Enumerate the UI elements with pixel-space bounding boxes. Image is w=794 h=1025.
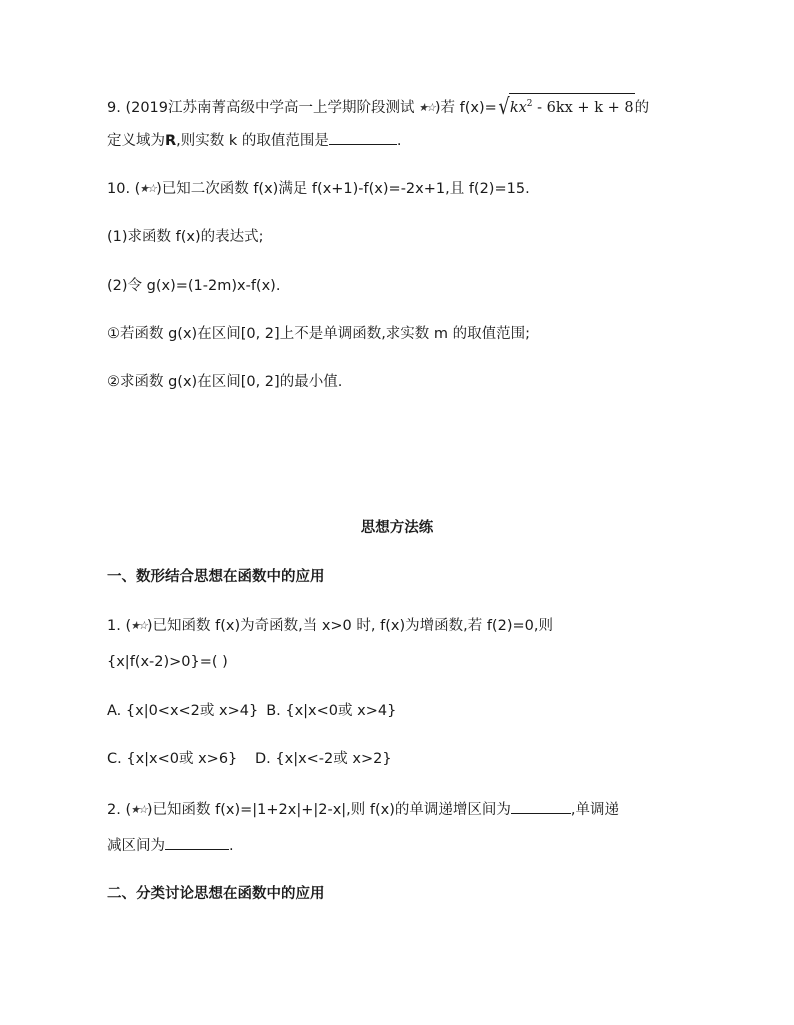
answer-blank <box>511 799 571 814</box>
problem-10-sub-1: ①若函数 g(x)在区间[0, 2]上不是单调函数,求实数 m 的取值范围; <box>107 326 531 342</box>
section-title: 思想方法练 <box>360 520 434 536</box>
option-b: B. {x|x<0或 x>4} <box>266 703 397 719</box>
problem-10-sub-2: ②求函数 g(x)在区间[0, 2]的最小值. <box>107 374 343 390</box>
option-a: A. {x|0<x<2或 x>4} <box>107 703 259 719</box>
options-row-2 <box>107 749 392 769</box>
option-c: C. {x|x<0或 x>6} <box>107 751 238 767</box>
answer-blank <box>165 835 229 850</box>
problem-9-line-2: 定义域为R,则实数 k 的取值范围是 . <box>107 130 402 151</box>
problem-9-function: )若 f(x)= <box>434 100 497 116</box>
problem-9-line-1: 9. (2019江苏南菁高级中学高一上学期阶段测试 ★☆)若 $f(x)=√kx^2 - 6kx + k + 8$的 <box>107 95 650 120</box>
option-d: D. {x|x<-2或 x>2} <box>255 751 392 767</box>
question-1-line-1: 1. (★☆)已知函数 f(x)为奇函数,当 x>0 时, f(x)为增函数,若 f(2)=0,则 <box>107 618 553 634</box>
question-1-line-2: {x|f(x-2)>0}=( ) <box>107 654 228 670</box>
radicand: $kx^2 - 6kx + k + 8$ <box>509 93 635 118</box>
answer-blank <box>329 130 397 145</box>
problem-9-source: 9. (2019江苏南菁高级中学高一上学期阶段测试 <box>107 100 420 116</box>
radical-sign-icon: √ <box>498 95 510 120</box>
problem-10-line-1: 10. (★☆)已知二次函数 f(x)满足 f(x+1)-f(x)=-2x+1,且 f(2)=15. <box>107 181 530 197</box>
square-root-expression <box>497 93 635 118</box>
section-2-heading: 二、分类讨论思想在函数中的应用 <box>107 886 325 902</box>
question-2-line-1: 2. (★☆)已知函数 f(x)=|1+2x|+|2-x|,则 f(x)的单调递增区间为 ,单调递 <box>107 799 619 820</box>
difficulty-star-icon: ★☆ <box>139 182 158 195</box>
difficulty-star-icon: ★☆ <box>129 803 149 816</box>
difficulty-star-icon: ★☆ <box>129 619 149 632</box>
question-2-line-2: 减区间为 . <box>107 835 234 856</box>
section-1-heading: 一、数形结合思想在函数中的应用 <box>107 569 325 585</box>
options-row-1 <box>107 701 396 721</box>
problem-10-part-1: (1)求函数 f(x)的表达式; <box>107 229 264 245</box>
real-numbers-symbol: R <box>165 133 177 149</box>
problem-10-part-2: (2)令 g(x)=(1-2m)x-f(x). <box>107 278 281 294</box>
difficulty-star-icon: ★☆ <box>417 101 437 114</box>
